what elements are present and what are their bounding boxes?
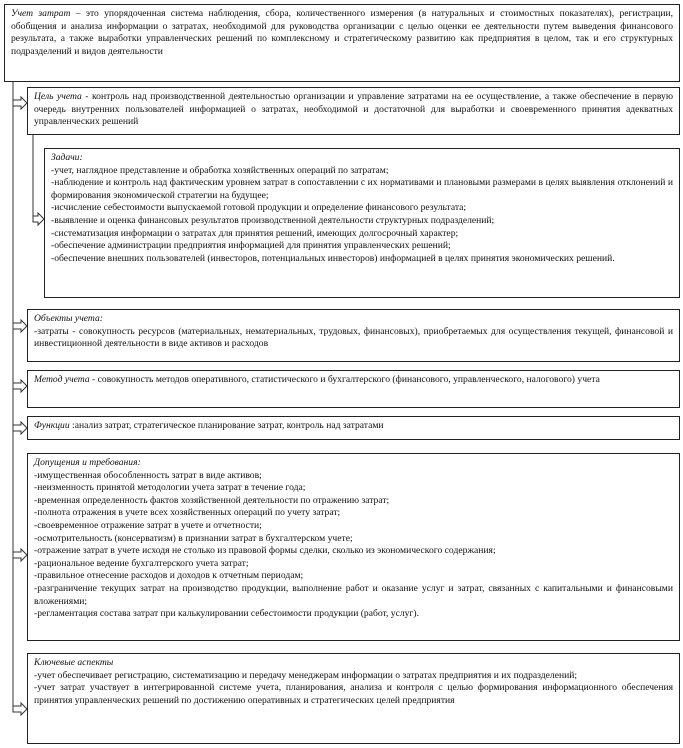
task-item: -обеспечение администрации предприятия информацией для принятия управленческих решений; [51,240,451,252]
aspects-title: Ключевые аспекты [34,657,114,668]
intro-text: – это упорядоченная система наблюдения, сбора, количественного измерения (в натуральных и стоимостных показателях), регистрации, обобщения и анализа информации о затратах, необходимой для руководства организации с целью оценки ее деятельности путем выведения финансового результата, а также выработки управленческих решений по комплексному и стратегическому развитию как предприятия в целом, так и его структурных подразделений и видов деятельности [11,8,673,57]
goal-text: - контроль над производственной деятельностью организации и управление затратами на ее осуществление, а также обеспечение в первую очередь внутренних пользователей информацией о затратах, необходимой и достаточной для выработки и своевременного принятия адекватных управленческих решений [34,91,673,128]
objects-text: -затраты - совокупность ресурсов (материальных, нематериальных, трудовых, финансовых), приобретаемых для осуществления текущей, финансовой и инвестиционной деятельности в виде активов и расходов [34,325,673,350]
functions-term: Функции [34,420,70,431]
aspects-box [27,653,680,744]
functions-box [27,416,680,440]
assumption-item: -своевременное отражение затрат в учете и отчетности; [34,519,262,531]
arrow-to-method [13,380,27,392]
assumption-item: -неизменность принятой методологии учета затрат в течение года; [34,482,306,494]
assumption-item: -осмотрительность (консерватизм) в признании затрат в бухгалтерском учете; [34,532,353,544]
tasks-title: Задачи: [51,152,83,163]
method-box [27,370,680,408]
assumption-item: -отражение затрат в учете исходя не столько из правовой формы сделки, сколько из экономического содержания; [34,545,496,557]
method-text: - совокупность методов оперативного, статистического и бухгалтерского (финансового, управленческого, налогового) учета [89,374,600,385]
arrow-to-tasks [33,213,44,225]
functions-text: :анализ затрат, стратегическое планирование затрат, контроль над затратами [69,420,384,431]
goal-box [27,87,680,135]
assumption-item: -полнота отражения в учете всех хозяйственных операций по учету затрат; [34,507,341,519]
assumption-item: -имущественная обособленность затрат в виде активов; [34,469,262,481]
task-item: -учет, наглядное представление и обработка хозяйственных операций по затратам; [51,164,389,176]
objects-title: Объекты учета: [34,313,103,324]
arrow-to-objects [13,320,27,332]
assumption-item: -рациональное ведение бухгалтерского учета затрат; [34,557,249,569]
assumption-item: -регламентация состава затрат при калькулировании себестоимости продукции (работ, услуг). [34,608,419,620]
task-item: -обеспечение внешних пользователей (инвесторов, потенциальных инвесторов) информацией в целях принятия экономических решений. [51,252,615,264]
task-item: -исчисление себестоимости выпускаемой готовой продукции и определение финансового результата; [51,202,467,214]
arrow-to-goal [13,97,27,109]
arrow-to-aspects [13,703,27,715]
assumption-item: -правильное отнесение расходов и доходов к отчетным периодам; [34,570,304,582]
aspect-item: -учет затрат участвует в интегрированной системе учета, планирования, анализа и контроля с целью формирования информационного обеспечения принятия управленческих решений по достижению оперативных и стратегических целей предприятия [34,682,673,706]
intro-term: Учет затрат [11,8,71,19]
assumptions-title: Допущения и требования: [34,457,141,468]
task-item: -наблюдение и контроль над фактическим уровнем затрат в сопоставлении с их нормативами и плановыми размерами в целях выявления отклонений и формирования экономической стратегии на будущее; [51,177,673,201]
intro-box [4,4,680,82]
task-item: -выявление и оценка финансовых результатов производственной деятельности структурных подразделений; [51,214,495,226]
objects-box [27,309,680,362]
assumption-item: -разграничение текущих затрат на производство продукции, выполнение работ и оказание услуг и затрат, связанных с капитальными и финансовыми вложениями; [34,582,673,607]
assumption-item: -временная определенность фактов хозяйственной деятельности по отражению затрат; [34,494,390,506]
assumptions-box [27,453,680,641]
arrow-to-assumptions [13,549,27,561]
goal-term: Цель учета [34,91,82,102]
method-term: Метод учета [34,374,90,385]
tasks-box [44,148,680,298]
arrow-to-functions [13,422,27,434]
task-item: -систематизация информации о затратах для принятия решений, имеющих долгосрочный характер; [51,227,459,239]
aspect-item: -учет обеспечивает регистрацию, систематизацию и передачу менеджерам информации о затратах предприятия и их подразделений; [34,669,578,681]
